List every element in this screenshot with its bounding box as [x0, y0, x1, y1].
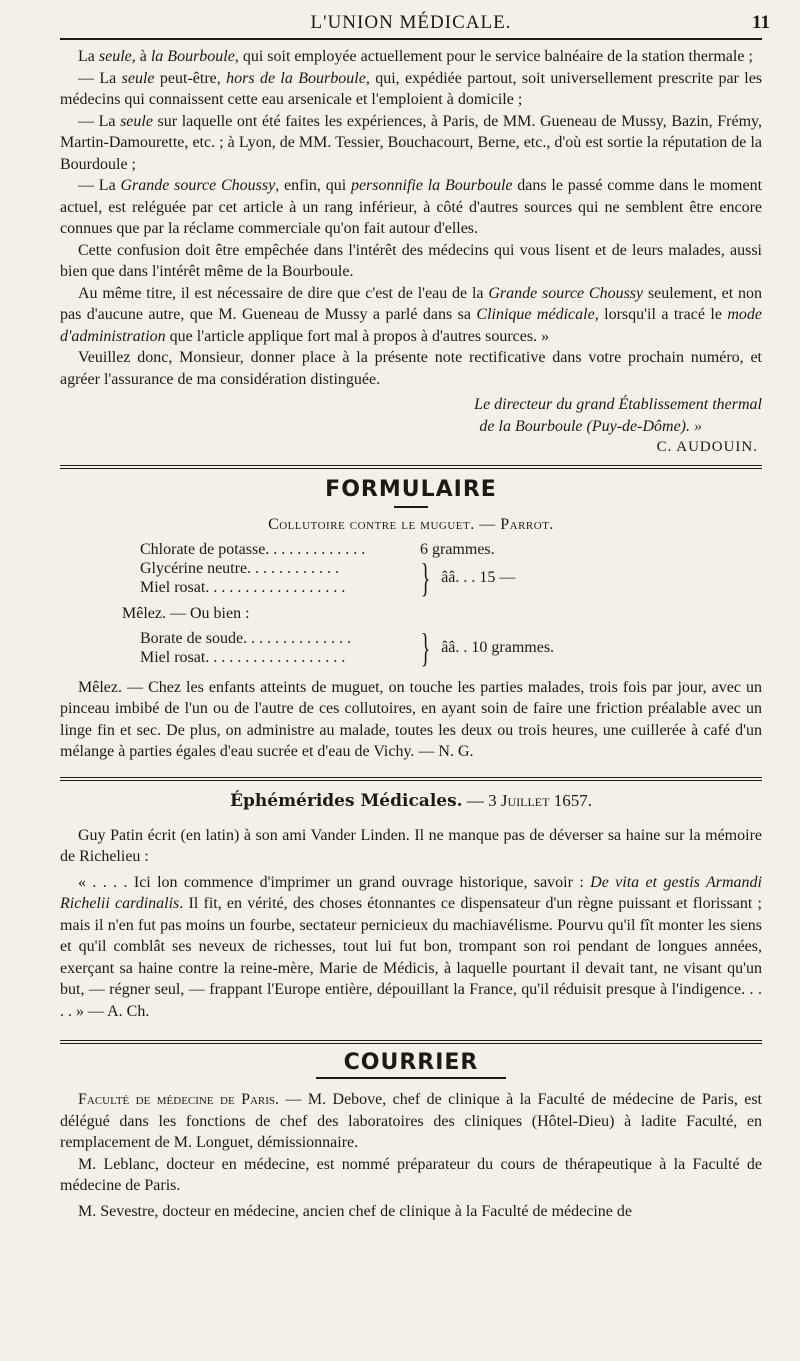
ephemerides-title: Éphémérides Médicales. — 3 Juillet 1657.	[230, 790, 592, 811]
ingredient-name: Chlorate de potasse. . . . . . . . . . . . .	[140, 540, 366, 558]
section-title: COURRIER	[343, 1050, 479, 1075]
section-rule	[60, 777, 762, 781]
ingredient-group	[140, 624, 762, 670]
letter-paragraph: La seule, à la Bourboule, qui soit employée actuellement pour le service balnéaire de la station thermale ;	[78, 48, 753, 65]
ingredient-name: Miel rosat. . . . . . . . . . . . . . . . . .	[140, 578, 346, 596]
signature-title: Le directeur du grand Établissement thermal	[474, 396, 762, 413]
section-title: FORMULAIRE	[325, 476, 497, 502]
title-rule	[316, 1077, 506, 1079]
ingredient-quantity: 6 grammes.	[420, 540, 495, 558]
ingredient-name: Miel rosat. . . . . . . . . . . . . . . . . .	[140, 648, 346, 666]
running-title: L'UNION MÉDICALE.	[310, 12, 512, 33]
ingredient-name: Glycérine neutre. . . . . . . . . . . .	[140, 559, 340, 577]
letter-paragraph: Cette confusion doit être empêchée dans l'intérêt des médecins qui vous lisent et de leurs malades, aussi bien que dans l'intérêt même de la Bourboule.	[60, 241, 762, 280]
courrier-paragraph: Faculté de médecine de Paris. — M. Debove, chef de clinique à la Faculté de médecine de Paris, est délégué dans les fonctions de chef des laboratoires des cliniques (Hôtel-Dieu) à ladite Faculté, en remplacement de M. Longuet, démissionnaire.	[60, 1091, 763, 1151]
letter-paragraph: — La Grande source Choussy, enfin, qui personnifie la Bourboule dans le passé comme dans le moment actuel, est reléguée par cet article à un rang inférieur, à côté d'autres sources qui ne semblent être encore connues que par la réclame commerciale qu'on fait autour d'elles.	[60, 177, 763, 237]
courrier-paragraph: M. Sevestre, docteur en médecine, ancien chef de clinique à la Faculté de médecine de	[78, 1202, 632, 1220]
ephemerides-quote: « . . . . Ici lon commence d'imprimer un grand ouvrage historique, savoir : De vita et gestis Armandi Richelii cardinalis. Il fit, en vérité, des choses étonnantes ce dispensateur d'un règne puissant et florissant ; mais il n'en fut pas moins un fourbe, sectateur pernicieux du machiavélisme. Pourvu qu'il fît monter les siens et qu'il comblât ses neveux de richesses, tout lui fut bon, trompant son roi pendant de longues années, exerçant sa haine contre la reine-mère, Marie de Médicis, à laquelle pourtant il devait tant, ne visant qu'un but, — régner seul, — frappant l'Europe entière, dépouillant la France, qu'il réduisit presque à l'indigence. . . . . » — A. Ch.	[60, 873, 763, 1020]
page-header	[60, 0, 770, 38]
ephemerides-section	[60, 791, 762, 1023]
brace-icon: }	[420, 554, 431, 600]
brace-icon: }	[420, 624, 431, 670]
courrier-section	[60, 1050, 762, 1222]
letter-section	[60, 46, 762, 459]
header-rule	[60, 38, 762, 40]
ingredient-group	[140, 554, 762, 600]
signature-place: de la Bourboule (Puy-de-Dôme). »	[479, 417, 702, 435]
letter-paragraph: Veuillez donc, Monsieur, donner place à la présente note rectificative dans votre prochain numéro, et agréer l'assurance de ma considération distinguée.	[60, 349, 762, 388]
recipe-instruction: Mêlez. — Ou bien :	[122, 604, 250, 622]
letter-paragraph: — La seule sur laquelle ont été faites les expériences, à Paris, de MM. Gueneau de Mussy, Bazin, Frémy, Martin-Damourette, etc. ; à Lyon, de MM. Tessier, Bouchacourt, Berne, etc., d'où est sortie la réputation de la Bourdoule ;	[60, 112, 763, 173]
section-rule	[60, 465, 762, 469]
recipe-body: Mêlez. — Chez les enfants atteints de muguet, on touche les parties malades, trois fois par jour, avec un pinceau imbibé de l'un ou de l'autre de ces collutoires, en ayant soin de faire une friction préalable avec un linge fin et sec. De plus, on administre au malade, toutes les deux ou trois heures, une cuillerée à café d'un mélange à parties égales d'eau sucrée et d'eau de Vichy. — N. G.	[60, 678, 762, 760]
section-rule	[60, 1040, 762, 1044]
ingredient-quantity: ââ. . 10 grammes.	[441, 638, 555, 656]
courrier-paragraph: M. Leblanc, docteur en médecine, est nommé préparateur du cours de thérapeutique à la Faculté de médecine de Paris.	[60, 1155, 762, 1194]
ingredient-quantity: ââ. . . 15 —	[441, 568, 516, 586]
formulaire-section	[60, 477, 762, 763]
ingredient-name: Borate de soude. . . . . . . . . . . . . .	[140, 629, 352, 647]
page-number: 11	[752, 12, 770, 33]
signature-name: C. AUDOUIN.	[656, 439, 758, 455]
ephemerides-paragraph: Guy Patin écrit (en latin) à son ami Vander Linden. Il ne manque pas de déverser sa haine sur la mémoire de Richelieu :	[60, 826, 762, 865]
recipe-title: Collutoire contre le muguet. — Parrot.	[268, 515, 554, 533]
title-dash	[394, 506, 428, 508]
ingredient-line	[140, 540, 762, 559]
letter-paragraph: Au même titre, il est nécessaire de dire que c'est de l'eau de la Grande source Choussy seulement, et non pas d'aucune autre, que M. Gueneau de Mussy a parlé dans sa Clinique médicale, lorsqu'il a tracé le mode d'administration que l'article applique fort mal à propos à d'autres sources. »	[60, 284, 763, 345]
letter-paragraph: — La seule peut-être, hors de la Bourboule, qui, expédiée partout, soit universellement prescrite par les médecins qui connaissent cette eau arsenicale et l'emploient à domicile ;	[60, 69, 763, 108]
